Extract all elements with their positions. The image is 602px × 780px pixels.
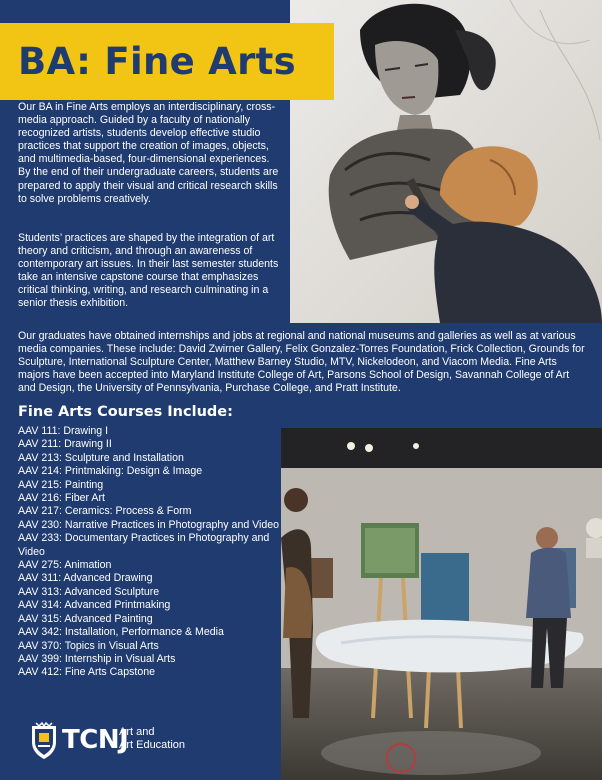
course-item: AAV 370: Topics in Visual Arts [18, 639, 159, 652]
course-item: AAV 213: Sculpture and Installation [18, 451, 184, 464]
tcnj-logo [30, 722, 210, 762]
course-item: AAV 214: Printmaking: Design & Image [18, 465, 203, 478]
graduates-paragraph: Our graduates have obtained internships and jobs at regional and national museums and galleries as well as at various media companies. These include: David Zwirner Gallery, Felix Gonzalez-Torres Foundation, Frick Collection, Grounds for Sculpture, International Sculpture Center, Matthew Barney Studio, MTV, Nickelodeon, and Viacom Media. Fine Arts majors have been accepted into Maryland Institute College of Art, Parsons School of Design, Savannah College of Art and Design, the University of Pennsylvania, Purchase College, and Pratt Institute. [18, 330, 585, 395]
course-item: AAV 216: Fiber Art [18, 492, 105, 505]
course-item: AAV 315: Advanced Painting [18, 612, 153, 625]
courses-heading: Fine Arts Courses Include: [18, 404, 233, 420]
department-name-line-1: Art and [119, 726, 155, 738]
course-item: AAV 412: Fine Arts Capstone [18, 666, 156, 679]
course-item: AAV 211: Drawing II [18, 438, 112, 451]
course-item: AAV 399: Internship in Visual Arts [18, 652, 176, 665]
course-item: AAV 275: Animation [18, 559, 112, 572]
practices-paragraph: Students’ practices are shaped by the integration of art theory and criticism, and through an awareness of contemporary art issues. In their last semester students take an intensive capstone course that emphasizes critical thinking, writing, and research culminating in a senior thesis exhibition. [18, 232, 279, 310]
course-item: AAV 233: Documentary Practices in Photography and Video [18, 532, 270, 558]
department-name-line-2: Art Education [119, 739, 186, 751]
intro-paragraph: Our BA in Fine Arts employs an interdisciplinary, cross-media approach. Guided by a faculty of nationally recognized artists, students develop effective studio practices that support the creation of images, objects, and multimedia-based, four-dimensional experiences. By the end of their undergraduate careers, students are prepared to apply their visual and critical research skills to solve problems creatively. [18, 101, 279, 205]
course-item: AAV 230: Narrative Practices in Photography and Video [18, 518, 280, 531]
tcnj-wordmark: TCNJ [62, 725, 129, 755]
page-title: BA: Fine Arts [18, 40, 296, 83]
tcnj-seal-icon [30, 722, 58, 760]
course-item: AAV 311: Advanced Drawing [18, 572, 153, 585]
course-item: AAV 313: Advanced Sculpture [18, 585, 160, 598]
drawing-studio-photo [290, 0, 602, 323]
course-list [18, 425, 280, 680]
department-name [119, 726, 209, 752]
course-item: AAV 342: Installation, Performance & Media [18, 626, 224, 639]
gallery-installation-photo [281, 428, 602, 780]
course-item: AAV 314: Advanced Printmaking [18, 599, 171, 612]
course-item: AAV 217: Ceramics: Process & Form [18, 505, 192, 518]
course-item: AAV 215: Painting [18, 478, 104, 491]
course-item: AAV 111: Drawing I [18, 425, 109, 437]
